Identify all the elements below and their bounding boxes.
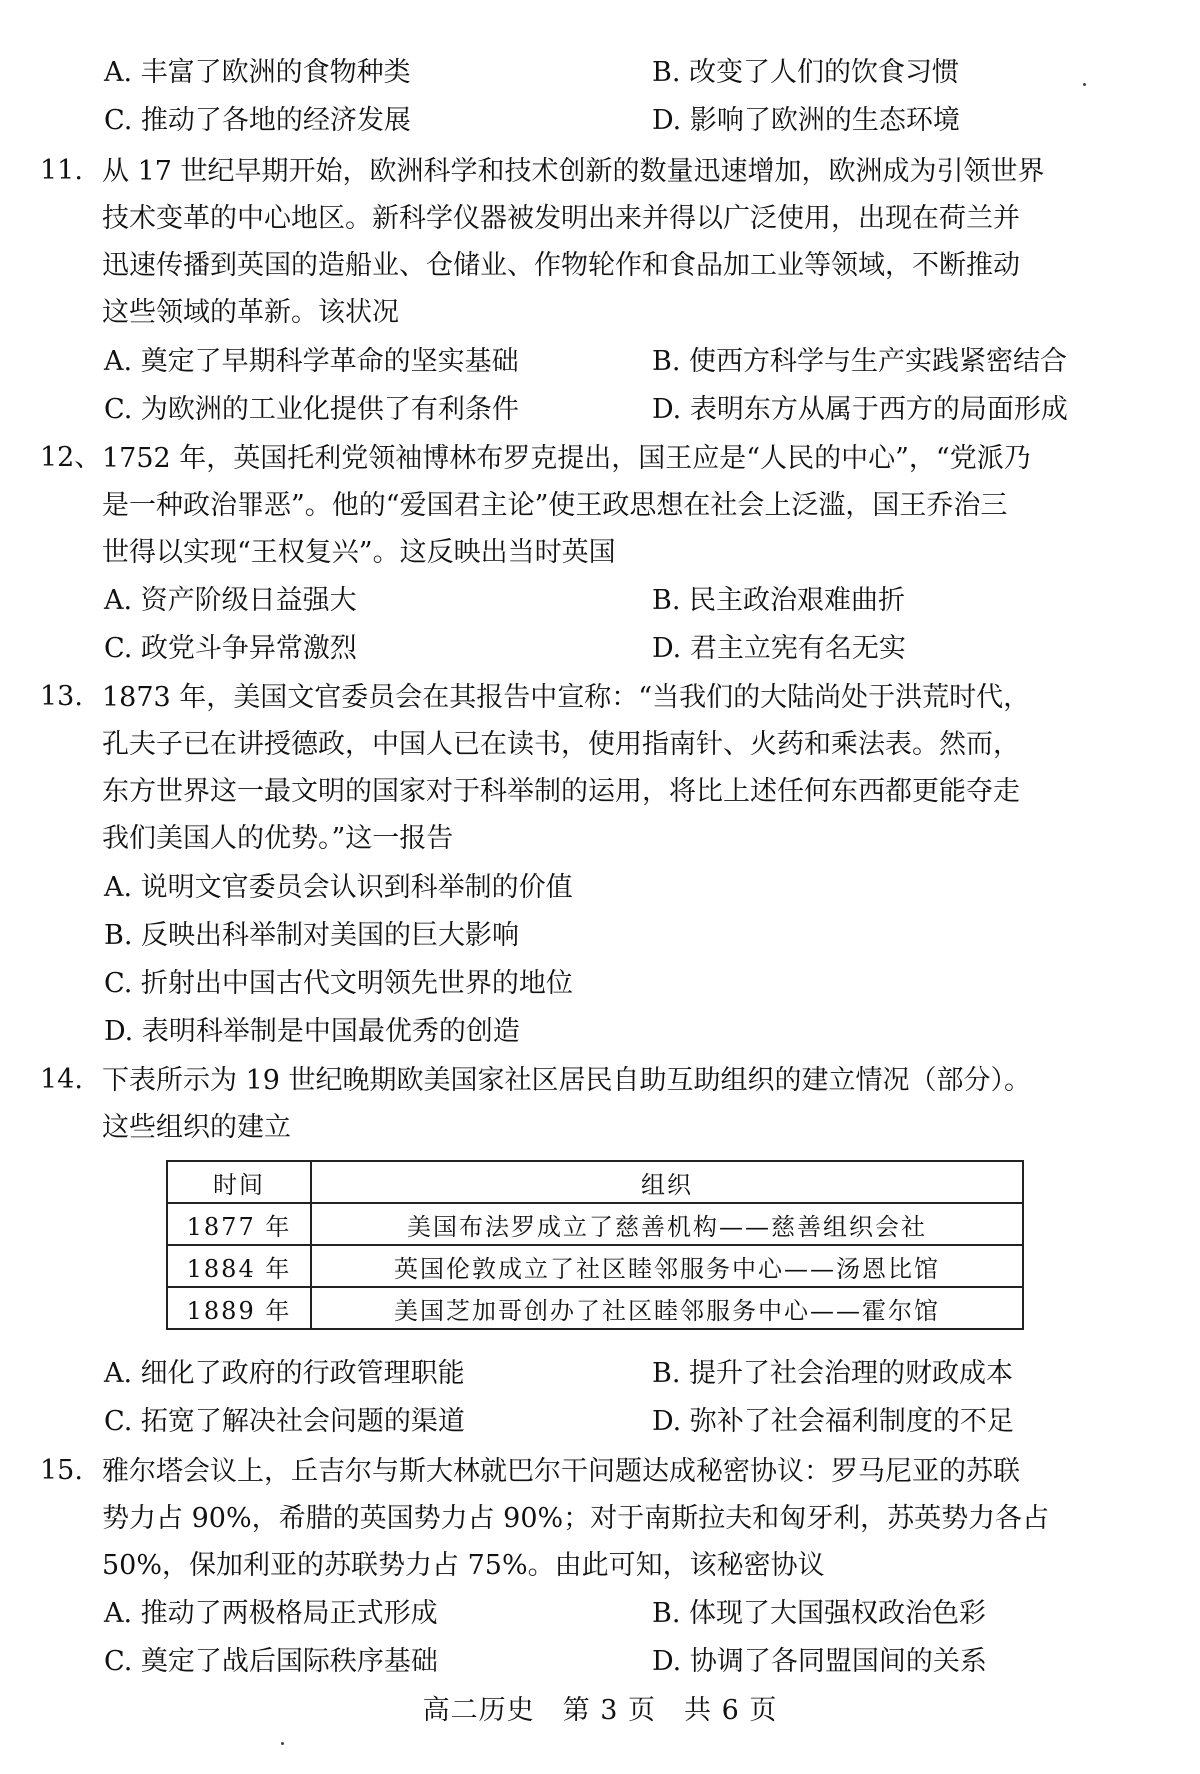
cell-org: 美国布法罗成立了慈善机构——慈善组织会社	[311, 1203, 1023, 1245]
table-row	[167, 1287, 1023, 1329]
page-footer: 高二历史 第 3 页 共 6 页	[422, 1695, 778, 1726]
header-time: 时间	[167, 1161, 311, 1203]
q14-stem	[102, 1057, 1082, 1151]
q13-option-d: D. 表明科举制是中国最优秀的创造	[104, 1016, 520, 1047]
q13-stem	[102, 674, 1082, 862]
q13-option-b: B. 反映出科举制对美国的巨大影响	[104, 920, 520, 951]
q14-line: 下表所示为 19 世纪晚期欧美国家社区居民自助互助组织的建立情况（部分）。	[102, 1065, 1032, 1096]
q11-option-b: B. 使西方科学与生产实践紧密结合	[652, 346, 1068, 377]
q14-number: 14.	[40, 1064, 83, 1095]
q15-stem	[102, 1448, 1082, 1589]
q12-option-b: B. 民主政治艰难曲折	[652, 585, 906, 616]
q11-option-c: C. 为欧洲的工业化提供了有利条件	[104, 394, 519, 425]
cell-org: 英国伦敦成立了社区睦邻服务中心——汤恩比馆	[311, 1245, 1023, 1287]
q15-option-b: B. 体现了大国强权政治色彩	[652, 1598, 987, 1629]
cell-year: 1877 年	[167, 1203, 311, 1245]
q12-line: 1752 年，英国托利党领袖博林布罗克提出，国王应是“人民的中心”，“党派乃	[102, 443, 1031, 474]
table-header-row	[167, 1161, 1023, 1203]
scan-speck	[281, 1742, 284, 1745]
cell-year: 1884 年	[167, 1245, 311, 1287]
q11-line: 迅速传播到英国的造船业、仓储业、作物轮作和食品加工业等领域，不断推动	[102, 250, 1020, 281]
q11-stem	[102, 148, 1082, 336]
org-table	[166, 1160, 1024, 1330]
q13-line: 孔夫子已在讲授德政，中国人已在读书，使用指南针、火药和乘法表。然而，	[102, 729, 1020, 760]
q14-option-d: D. 弥补了社会福利制度的不足	[652, 1406, 1014, 1437]
q15-option-c: C. 奠定了战后国际秩序基础	[104, 1646, 438, 1677]
q15-number: 15.	[40, 1455, 83, 1486]
q12-stem	[102, 435, 1082, 576]
q15-option-d: D. 协调了各同盟国间的关系	[652, 1646, 987, 1677]
q11-line: 这些领域的革新。该状况	[102, 297, 399, 328]
table-row	[167, 1245, 1023, 1287]
q11-number: 11.	[40, 155, 83, 186]
q15-line: 势力占 90%，希腊的英国势力占 90%；对于南斯拉夫和匈牙利，苏英势力各占	[102, 1503, 1050, 1534]
q12-option-c: C. 政党斗争异常激烈	[104, 633, 357, 664]
cell-org: 美国芝加哥创办了社区睦邻服务中心——霍尔馆	[311, 1287, 1023, 1329]
q11-option-a: A. 奠定了早期科学革命的坚实基础	[104, 346, 519, 377]
q13-option-a: A. 说明文官委员会认识到科举制的价值	[104, 872, 573, 903]
cell-year: 1889 年	[167, 1287, 311, 1329]
q15-option-a: A. 推动了两极格局正式形成	[104, 1598, 438, 1629]
q11-line: 从 17 世纪早期开始，欧洲科学和技术创新的数量迅速增加，欧洲成为引领世界	[102, 156, 1045, 187]
q13-line: 1873 年，美国文官委员会在其报告中宣称：“当我们的大陆尚处于洪荒时代，	[102, 682, 1031, 713]
q12-number: 12、	[40, 442, 102, 473]
q13-number: 13.	[40, 681, 83, 712]
q10-option-a: A. 丰富了欧洲的食物种类	[104, 57, 411, 88]
q11-line: 技术变革的中心地区。新科学仪器被发明出来并得以广泛使用，出现在荷兰并	[102, 203, 1020, 234]
q15-line: 50%，保加利亚的苏联势力占 75%。由此可知，该秘密协议	[102, 1550, 825, 1581]
table-row	[167, 1203, 1023, 1245]
q14-option-a: A. 细化了政府的行政管理职能	[104, 1358, 465, 1389]
q13-line: 我们美国人的优势。”这一报告	[102, 823, 454, 854]
header-org: 组织	[311, 1161, 1023, 1203]
q12-option-d: D. 君主立宪有名无实	[652, 633, 906, 664]
q13-line: 东方世界这一最文明的国家对于科举制的运用，将比上述任何东西都更能夺走	[102, 776, 1020, 807]
q14-option-b: B. 提升了社会治理的财政成本	[652, 1358, 1014, 1389]
q15-line: 雅尔塔会议上，丘吉尔与斯大林就巴尔干问题达成秘密协议：罗马尼亚的苏联	[102, 1456, 1020, 1487]
q13-option-c: C. 折射出中国古代文明领先世界的地位	[104, 968, 573, 999]
q14-option-c: C. 拓宽了解决社会问题的渠道	[104, 1406, 465, 1437]
q12-line: 是一种政治罪恶”。他的“爱国君主论”使王政思想在社会上泛滥，国王乔治三	[102, 490, 1008, 521]
q14-line: 这些组织的建立	[102, 1112, 291, 1143]
q12-option-a: A. 资产阶级日益强大	[104, 585, 357, 616]
scan-speck	[1083, 83, 1086, 86]
q11-option-d: D. 表明东方从属于西方的局面形成	[652, 394, 1068, 425]
q10-option-b: B. 改变了人们的饮食习惯	[652, 57, 960, 88]
q10-option-d: D. 影响了欧洲的生态环境	[652, 105, 960, 136]
q12-line: 世得以实现“王权复兴”。这反映出当时英国	[102, 537, 616, 568]
q10-option-c: C. 推动了各地的经济发展	[104, 105, 411, 136]
